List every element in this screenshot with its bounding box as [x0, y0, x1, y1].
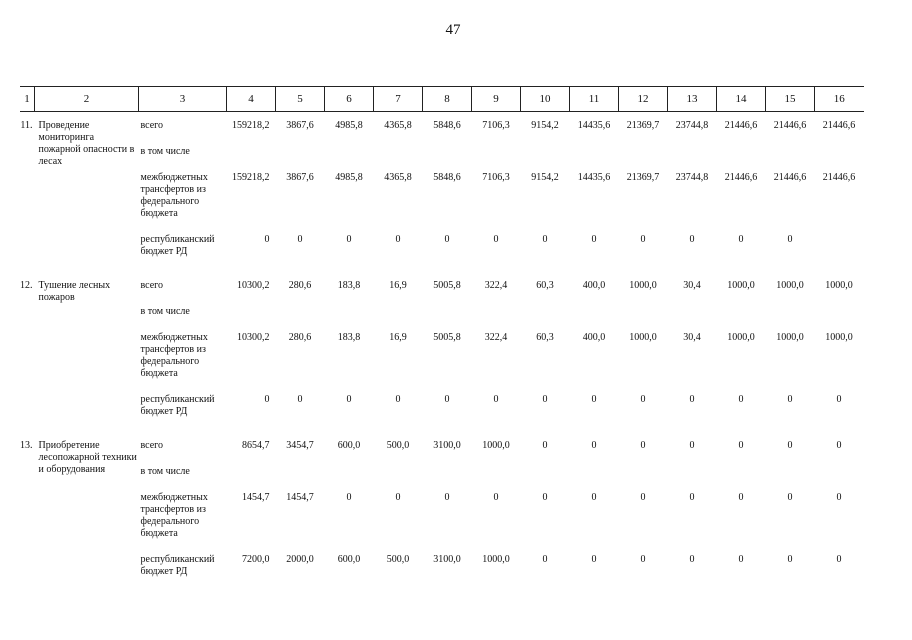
value-cell: 0 — [640, 440, 646, 451]
value-cell: 1000,0 — [727, 280, 755, 291]
value-cell: 7106,3 — [482, 120, 510, 131]
value-cell — [227, 466, 276, 492]
value-cell: 0 — [264, 394, 270, 405]
header-cell: 14 — [717, 87, 766, 112]
value-cell: 0 — [689, 234, 695, 245]
value-cell — [570, 466, 619, 492]
value-cell: 0 — [787, 394, 793, 405]
value-cell: 0 — [493, 234, 499, 245]
value-cell: 5848,6 — [433, 120, 461, 131]
header-cell: 3 — [139, 87, 227, 112]
header-cell: 11 — [570, 87, 619, 112]
value-cell: 0 — [493, 492, 499, 503]
value-cell: 7200,0 — [242, 554, 270, 565]
value-cell: 21446,6 — [724, 120, 758, 131]
value-cell: 0 — [346, 492, 352, 503]
value-cell — [815, 466, 864, 492]
value-cell: 0 — [787, 554, 793, 565]
value-cell: 1000,0 — [482, 440, 510, 451]
value-cell: 16,9 — [389, 332, 407, 343]
value-cell: 3867,6 — [286, 172, 314, 183]
value-cell — [815, 234, 864, 272]
value-cell: 21369,7 — [626, 120, 660, 131]
value-cell — [717, 306, 766, 332]
table-row — [20, 146, 864, 172]
page-number: 47 — [445, 22, 461, 38]
value-cell: 30,4 — [683, 280, 701, 291]
value-cell — [668, 306, 717, 332]
value-cell: 3100,0 — [433, 440, 461, 451]
value-cell: 21446,6 — [773, 120, 807, 131]
value-cell: 3454,7 — [286, 440, 314, 451]
value-cell — [717, 466, 766, 492]
value-cell: 14435,6 — [577, 172, 611, 183]
section-number: 12. — [20, 280, 33, 291]
value-cell: 0 — [689, 554, 695, 565]
value-cell: 7106,3 — [482, 172, 510, 183]
header-cell: 1 — [20, 87, 35, 112]
row-label: всего — [140, 120, 164, 131]
value-cell — [325, 466, 374, 492]
section-name: Проведение мониторинга пожарной опасности в лесах — [38, 120, 135, 167]
value-cell: 280,6 — [288, 332, 312, 343]
header-cell: 5 — [276, 87, 325, 112]
value-cell — [423, 306, 472, 332]
row-label: межбюджетных трансфертов из федерального бюджета — [140, 492, 208, 539]
row-label: в том числе — [140, 146, 190, 157]
header-cell: 7 — [374, 87, 423, 112]
value-cell — [619, 306, 668, 332]
value-cell: 2000,0 — [286, 554, 314, 565]
header-cell: 16 — [815, 87, 864, 112]
value-cell: 1000,0 — [825, 332, 853, 343]
value-cell: 600,0 — [337, 440, 361, 451]
value-cell: 0 — [297, 234, 303, 245]
value-cell: 0 — [591, 394, 597, 405]
value-cell — [521, 466, 570, 492]
value-cell — [668, 466, 717, 492]
value-cell: 0 — [395, 492, 401, 503]
value-cell: 10300,2 — [237, 280, 270, 291]
table-row — [20, 332, 864, 394]
value-cell: 10300,2 — [237, 332, 270, 343]
value-cell — [276, 306, 325, 332]
value-cell — [570, 306, 619, 332]
value-cell: 0 — [787, 234, 793, 245]
value-cell: 0 — [444, 234, 450, 245]
value-cell: 21446,6 — [822, 120, 856, 131]
value-cell: 0 — [738, 440, 744, 451]
value-cell — [717, 146, 766, 172]
row-label: в том числе — [140, 466, 190, 477]
value-cell — [472, 306, 521, 332]
header-cell: 10 — [521, 87, 570, 112]
value-cell — [423, 466, 472, 492]
value-cell: 0 — [395, 394, 401, 405]
value-cell: 0 — [836, 492, 842, 503]
row-label: межбюджетных трансфертов из федерального бюджета — [140, 332, 208, 379]
section-name: Тушение лесных пожаров — [38, 280, 111, 303]
value-cell — [472, 146, 521, 172]
value-cell: 21446,6 — [822, 172, 856, 183]
value-cell: 1000,0 — [727, 332, 755, 343]
value-cell: 1454,7 — [242, 492, 270, 503]
value-cell: 0 — [591, 492, 597, 503]
table-row — [20, 306, 864, 332]
section-number: 13. — [20, 440, 33, 451]
value-cell: 0 — [738, 554, 744, 565]
value-cell: 0 — [493, 394, 499, 405]
value-cell: 159218,2 — [232, 120, 270, 131]
value-cell — [570, 146, 619, 172]
header-cell: 9 — [472, 87, 521, 112]
table-row — [20, 112, 864, 147]
value-cell: 23744,8 — [675, 120, 709, 131]
value-cell: 0 — [591, 440, 597, 451]
value-cell: 1000,0 — [482, 554, 510, 565]
value-cell — [766, 466, 815, 492]
value-cell: 5005,8 — [433, 280, 461, 291]
value-cell — [815, 306, 864, 332]
value-cell — [227, 306, 276, 332]
section-number: 11. — [20, 120, 33, 131]
row-label: республиканский бюджет РД — [140, 554, 215, 577]
value-cell: 4365,8 — [384, 172, 412, 183]
value-cell: 0 — [591, 234, 597, 245]
value-cell: 9154,2 — [531, 172, 559, 183]
value-cell: 0 — [542, 394, 548, 405]
value-cell — [619, 466, 668, 492]
value-cell: 0 — [591, 554, 597, 565]
value-cell: 500,0 — [386, 554, 410, 565]
value-cell: 0 — [787, 492, 793, 503]
row-label: в том числе — [140, 306, 190, 317]
value-cell: 0 — [836, 554, 842, 565]
value-cell: 159218,2 — [232, 172, 270, 183]
value-cell: 0 — [689, 394, 695, 405]
value-cell — [815, 146, 864, 172]
value-cell — [374, 306, 423, 332]
value-cell: 1000,0 — [776, 280, 804, 291]
value-cell: 0 — [738, 394, 744, 405]
value-cell — [227, 146, 276, 172]
value-cell: 0 — [542, 440, 548, 451]
value-cell: 0 — [542, 234, 548, 245]
value-cell: 0 — [542, 492, 548, 503]
value-cell: 4985,8 — [335, 172, 363, 183]
section-name: Приобретение лесопожарной техники и оборудования — [38, 440, 137, 475]
value-cell: 23744,8 — [675, 172, 709, 183]
value-cell — [766, 146, 815, 172]
value-cell: 0 — [689, 492, 695, 503]
table-row — [20, 272, 864, 306]
value-cell — [325, 306, 374, 332]
value-cell: 5848,6 — [433, 172, 461, 183]
value-cell — [276, 466, 325, 492]
value-cell: 322,4 — [484, 280, 508, 291]
value-cell: 30,4 — [683, 332, 701, 343]
value-cell: 0 — [640, 492, 646, 503]
value-cell: 183,8 — [337, 332, 361, 343]
value-cell: 0 — [395, 234, 401, 245]
value-cell: 3867,6 — [286, 120, 314, 131]
value-cell: 3100,0 — [433, 554, 461, 565]
value-cell — [423, 146, 472, 172]
header-cell: 2 — [35, 87, 139, 112]
value-cell: 21446,6 — [773, 172, 807, 183]
value-cell: 9154,2 — [531, 120, 559, 131]
value-cell: 0 — [542, 554, 548, 565]
value-cell: 21446,6 — [724, 172, 758, 183]
row-label: республиканский бюджет РД — [140, 394, 215, 417]
value-cell: 0 — [836, 394, 842, 405]
value-cell — [521, 146, 570, 172]
value-cell: 0 — [640, 394, 646, 405]
value-cell: 0 — [787, 440, 793, 451]
value-cell: 60,3 — [536, 332, 554, 343]
value-cell: 21369,7 — [626, 172, 660, 183]
value-cell: 0 — [346, 394, 352, 405]
value-cell: 400,0 — [582, 332, 606, 343]
value-cell: 322,4 — [484, 332, 508, 343]
value-cell: 0 — [297, 394, 303, 405]
table-row — [20, 432, 864, 466]
value-cell: 400,0 — [582, 280, 606, 291]
header-cell: 6 — [325, 87, 374, 112]
value-cell — [374, 466, 423, 492]
row-label: межбюджетных трансфертов из федерального бюджета — [140, 172, 208, 219]
value-cell — [325, 146, 374, 172]
value-cell: 0 — [640, 554, 646, 565]
value-cell: 1000,0 — [825, 280, 853, 291]
header-row — [20, 87, 864, 112]
value-cell: 0 — [264, 234, 270, 245]
value-cell: 0 — [836, 440, 842, 451]
value-cell: 500,0 — [386, 440, 410, 451]
value-cell: 600,0 — [337, 554, 361, 565]
value-cell: 14435,6 — [577, 120, 611, 131]
value-cell: 4985,8 — [335, 120, 363, 131]
header-cell: 4 — [227, 87, 276, 112]
value-cell — [668, 146, 717, 172]
value-cell: 16,9 — [389, 280, 407, 291]
table-row — [20, 492, 864, 554]
value-cell — [276, 146, 325, 172]
header-cell: 8 — [423, 87, 472, 112]
value-cell: 0 — [738, 234, 744, 245]
value-cell: 280,6 — [288, 280, 312, 291]
table-row — [20, 394, 864, 432]
table-row — [20, 554, 864, 592]
value-cell — [766, 306, 815, 332]
header-cell: 15 — [766, 87, 815, 112]
row-label: всего — [140, 280, 164, 291]
header-cell: 12 — [619, 87, 668, 112]
value-cell — [619, 146, 668, 172]
value-cell: 183,8 — [337, 280, 361, 291]
value-cell: 1000,0 — [629, 280, 657, 291]
value-cell: 0 — [689, 440, 695, 451]
table-row — [20, 466, 864, 492]
value-cell — [472, 466, 521, 492]
value-cell: 60,3 — [536, 280, 554, 291]
header-cell: 13 — [668, 87, 717, 112]
value-cell: 8654,7 — [242, 440, 270, 451]
value-cell — [521, 306, 570, 332]
value-cell: 4365,8 — [384, 120, 412, 131]
budget-table — [20, 86, 864, 592]
row-label: всего — [140, 440, 164, 451]
value-cell: 0 — [444, 394, 450, 405]
value-cell: 5005,8 — [433, 332, 461, 343]
value-cell: 1000,0 — [629, 332, 657, 343]
table-row — [20, 172, 864, 234]
value-cell: 0 — [640, 234, 646, 245]
row-label: республиканский бюджет РД — [140, 234, 215, 257]
value-cell — [374, 146, 423, 172]
value-cell: 1454,7 — [286, 492, 314, 503]
value-cell: 0 — [444, 492, 450, 503]
value-cell: 0 — [346, 234, 352, 245]
value-cell: 0 — [738, 492, 744, 503]
table-row — [20, 234, 864, 272]
value-cell: 1000,0 — [776, 332, 804, 343]
